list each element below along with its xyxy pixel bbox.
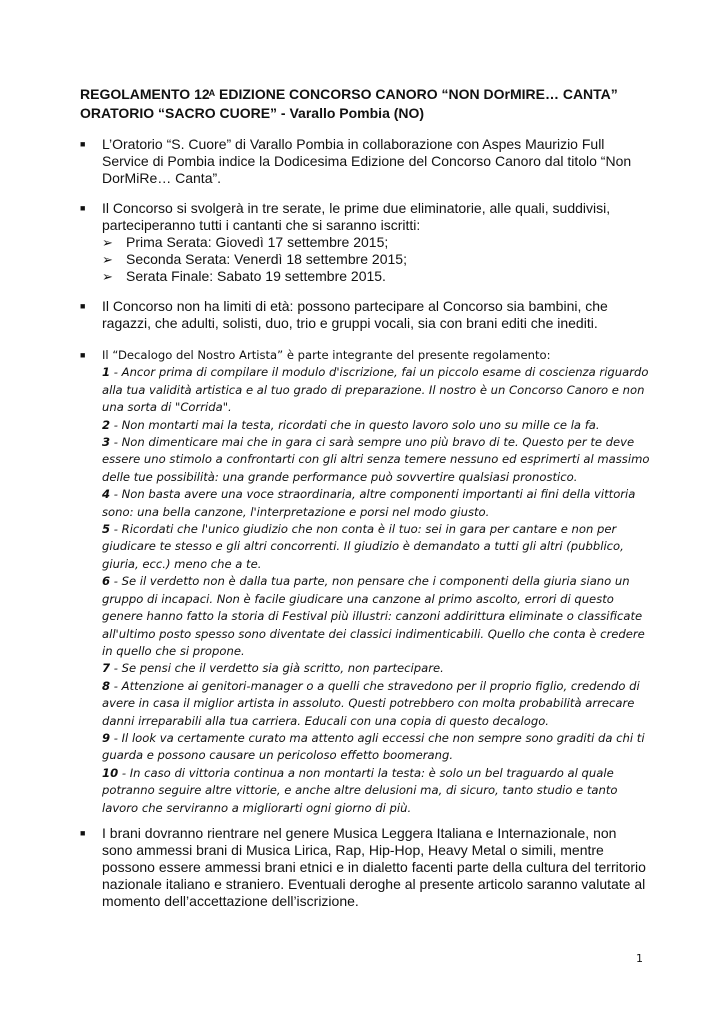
bullet-square-icon: ■ [80, 828, 86, 838]
rule-text: - Ancor prima di compilare il modulo d'iscrizione, fai un piccolo esame di coscienza riguardo alla tua validità artistica e al tuo grado di preparazione. Il nostro è un Concorso Canoro e non una sorta di "Corrida". [102, 365, 649, 415]
section-genres-text: I brani dovranno rientrare nel genere Musica Leggera Italiana e Internazionale, non sono ammessi brani di Musica Lirica, Rap, Hip-Hop, Heavy Metal o simili, mentre possono essere ammessi brani etnici e in dialetto facenti parte della cultura del territorio nazionale italiano e straniero. Eventuali deroghe al presente articolo saranno valutate al momento dell’accettazione dell’iscrizione. [102, 825, 646, 909]
title-line2: ORATORIO “SACRO CUORE” - Varallo Pombia (NO) [80, 105, 425, 121]
rule-number: 2 [102, 417, 111, 432]
document-title [80, 86, 660, 122]
rule-text: - Se il verdetto non è dalla tua parte, non pensare che i componenti della giuria siano un gruppo di incapaci. Non è facile giudicare una canzone al primo ascolto, errori di questo genere hanno fatto la storia di Festival più illustri: canzoni addirittura eliminate o classificate all'ultimo posto spesso sono diventate dei classici indimenticabili. Quello che conta è credere in quello che si propone. [102, 574, 645, 658]
rule-number: 5 [102, 522, 111, 537]
decalogue-rule [102, 486, 650, 521]
section-decalogue [80, 347, 650, 817]
rule-text: - Non montarti mai la testa, ricordati che in questo lavoro solo uno su mille ce la fa. [110, 417, 600, 432]
rule-number: 6 [102, 574, 111, 589]
title-superscript: A [208, 88, 216, 98]
rule-text: - Il look va certamente curato ma attento agli eccessi che non sempre sono graditi da chi ti guarda e possono causare un pericoloso effetto boomerang. [102, 730, 645, 763]
section-eligibility-text: Il Concorso non ha limiti di età: possono partecipare al Concorso sia bambini, che ragazzi, che adulti, solisti, duo, trio e gruppi vocali, sia con brani editi che inediti. [102, 298, 608, 331]
schedule-item [102, 251, 650, 268]
schedule-item [102, 268, 650, 285]
bullet-square-icon: ■ [80, 350, 86, 360]
schedule-item [102, 234, 650, 251]
rule-text: - Se pensi che il verdetto sia già scritto, non partecipare. [110, 661, 444, 676]
rule-number: 4 [102, 487, 111, 502]
section-eligibility [80, 298, 650, 332]
arrow-bullet-icon: ➢ [102, 269, 113, 284]
rule-text: - Ricordati che l'unico giudizio che non conta è il tuo: sei in gara per cantare e non per giudicare te stesso e gli altri concorrenti. Il giudizio è demandato a tutti gli altri (pubblico, giuria, ecc.) meno che a te. [102, 522, 624, 571]
arrow-bullet-icon: ➢ [102, 235, 113, 250]
rule-text: - Non basta avere una voce straordinaria, altre componenti importanti ai fini della vittoria sono: una bella canzone, l'interpretazione e porsi nel modo giusto. [102, 487, 636, 519]
rule-text: - Non dimenticare mai che in gara ci sarà sempre uno più bravo di te. Questo per te deve essere uno stimolo a confrontarti con gli altri senza temere nessuno ed esprimerti al massimo delle tue possibilità: una grande performance può sovvertire qualsiasi pronostico. [102, 435, 650, 484]
decalogue-rule [102, 660, 650, 677]
decalogue-rule [102, 364, 650, 416]
section-schedule-text: Il Concorso si svolgerà in tre serate, le prime due eliminatorie, alle quali, suddivisi, parteciperanno tutti i cantanti che si saranno iscritti: [102, 200, 611, 233]
section-organizer-text: L’Oratorio “S. Cuore” di Varallo Pombia in collaborazione con Aspes Maurizio Full Service di Pombia indice la Dodicesima Edizione del Concorso Canoro dal titolo “Non DorMiRe… Canta”. [102, 136, 632, 186]
decalogue-rule [102, 730, 650, 765]
decalogue-rule [102, 678, 650, 730]
rule-number: 7 [102, 661, 111, 676]
section-genres [80, 825, 650, 910]
decalogue-rule [102, 765, 650, 817]
rule-text: - In caso di vittoria continua a non montarti la testa: è solo un bel traguardo al quale potranno seguire altre vittorie, e anche altre delusioni ma, di sicuro, tanto studio e tanto lavoro che serviranno a migliorarti ogni giorno di più. [102, 765, 618, 815]
bullet-square-icon: ■ [80, 301, 86, 311]
decalogue-rule [102, 417, 650, 434]
rule-number: 9 [102, 730, 111, 745]
title-line1-suffix: EDIZIONE CONCORSO CANORO “NON DOrMIRE… CANTA” [215, 86, 618, 102]
decalogue-rule [102, 573, 650, 660]
schedule-item-text: Seconda Serata: Venerdì 18 settembre 2015; [126, 251, 407, 267]
rule-text: - Attenzione ai genitori-manager o a quelli che stravedono per il proprio figlio, credendo di avere in casa il miglior artista in assoluto. Questi potrebbero con molta probabilità arrecare danni irreparabili alla tua carriera. Educali con una copia di questo decalogo. [102, 678, 640, 728]
title-line1-prefix: REGOLAMENTO 12 [80, 86, 210, 102]
decalogue-rule [102, 434, 650, 486]
section-organizer [80, 136, 650, 187]
schedule-item-text: Serata Finale: Sabato 19 settembre 2015. [126, 268, 386, 284]
schedule-item-text: Prima Serata: Giovedì 17 settembre 2015; [126, 234, 389, 250]
arrow-bullet-icon: ➢ [102, 252, 113, 267]
decalogue-intro: Il “Decalogo del Nostro Artista” è parte integrante del presente regolamento: [102, 348, 551, 362]
rule-number: 10 [102, 765, 119, 780]
rule-number: 8 [102, 678, 111, 693]
section-schedule [80, 200, 650, 285]
rule-number: 1 [102, 365, 111, 380]
page-number: 1 [636, 952, 643, 965]
decalogue-rule [102, 521, 650, 573]
bullet-square-icon: ■ [80, 203, 86, 213]
bullet-square-icon: ■ [80, 139, 86, 149]
rule-number: 3 [102, 435, 111, 450]
